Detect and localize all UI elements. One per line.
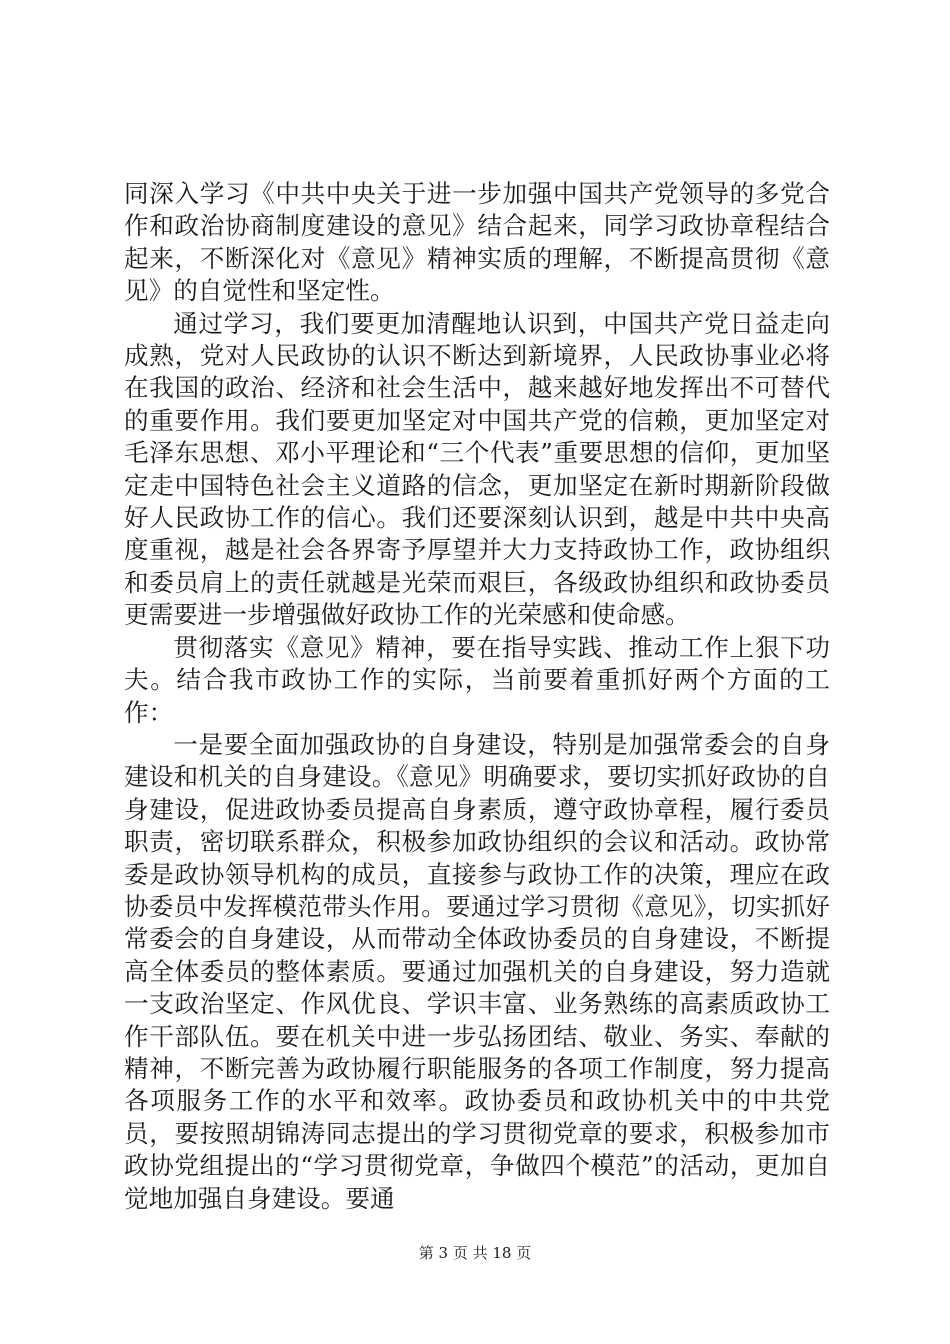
paragraph-point-one: 一是要全面加强政协的自身建设，特别是加强常委会的自身建设和机关的自身建设。《意见》明确要求，要切实抓好政协的自身建设，促进政协委员提高自身素质，遵守政协章程，履行委员职责，密切联系群众，积极参加政协组织的会议和活动。政协常委是政协领导机构的成员，直接参与政协工作的决策，理应在政协委员中发挥模范带头作用。要通过学习贯彻《意见》，切实抓好常委会的自身建设，从而带动全体政协委员的自身建设，不断提高全体委员的整体素质。要通过加强机关的自身建设，努力造就一支政治坚定、作风优良、学识丰富、业务熟练的高素质政协工作干部队伍。要在机关中进一步弘扬团结、敬业、务实、奉献的精神，不断完善为政协履行职能服务的各项工作制度，努力提高各项服务工作的水平和效率。政协委员和政协机关中的中共党员，要按照胡锦涛同志提出的学习贯彻党章的要求，积极参加市政协党组提出的“学习贯彻党章，争做四个模范”的活动，更加自觉地加强自身建设。要通 <box>124 729 830 1213</box>
paragraph-continuation: 同深入学习《中共中央关于进一步加强中国共产党领导的多党合作和政治协商制度建设的意见》结合起来，同学习政协章程结合起来，不断深化对《意见》精神实质的理解，不断提高贯彻《意见》的自觉性和坚定性。 <box>124 179 830 306</box>
paragraph-implementation: 贯彻落实《意见》精神，要在指导实践、推动工作上狠下功夫。结合我市政协工作的实际，当前要着重抓好两个方面的工作： <box>124 632 830 727</box>
document-body <box>124 178 830 1215</box>
paragraph-understanding: 通过学习，我们要更加清醒地认识到，中国共产党日益走向成熟，党对人民政协的认识不断达到新境界，人民政协事业必将在我国的政治、经济和社会生活中，越来越好地发挥出不可替代的重要作用。我们要更加坚定对中国共产党的信赖，更加坚定对毛泽东思想、邓小平理论和“三个代表”重要思想的信仰，更加坚定走中国特色社会主义道路的信念，更加坚定在新时期新阶段做好人民政协工作的信心。我们还要深刻认识到，越是中共中央高度重视，越是社会各界寄予厚望并大力支持政协工作，政协组织和委员肩上的责任就越是光荣而艰巨，各级政协组织和政协委员更需要进一步增强做好政协工作的光荣感和使命感。 <box>124 308 830 630</box>
page-number-footer: 第 3 页 共 18 页 <box>418 1244 532 1262</box>
